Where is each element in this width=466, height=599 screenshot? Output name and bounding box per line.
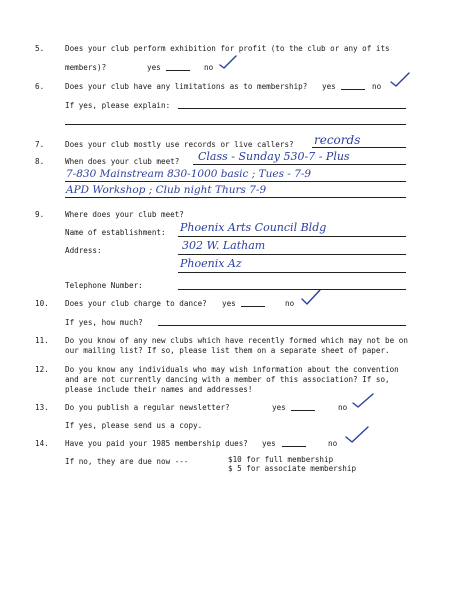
q9-telephone-blank[interactable] bbox=[178, 289, 406, 290]
q6-yes-blank[interactable] bbox=[341, 89, 365, 90]
q14-number: 14. bbox=[35, 439, 49, 448]
q12-text-line3: please include their names and addresses! bbox=[65, 385, 253, 394]
q8-answer-line2: 7-830 Mainstream 830-1000 basic ; Tues - 7-9 bbox=[66, 168, 312, 180]
q10-number: 10. bbox=[35, 299, 49, 308]
q11-text-line1: Do you know of any new clubs which have recently formed which may not be on bbox=[65, 336, 408, 345]
checkmark-icon bbox=[344, 425, 370, 444]
q13-no-label: no bbox=[338, 403, 348, 412]
q9-telephone-label: Telephone Number: bbox=[65, 281, 143, 290]
q8-answer-blank-2[interactable] bbox=[65, 181, 406, 182]
q6-text-line1: Does your club have any limitations as to membership? bbox=[65, 82, 308, 91]
checkmark-icon bbox=[300, 288, 322, 306]
q9-address-line2: Phoenix Az bbox=[180, 257, 242, 270]
q14-yes-blank[interactable] bbox=[282, 446, 306, 447]
q9-number: 9. bbox=[35, 210, 45, 219]
q8-text-line1: When does your club meet? bbox=[65, 157, 180, 166]
q7-answer-blank[interactable] bbox=[312, 147, 406, 148]
q5-yes-blank[interactable] bbox=[166, 70, 190, 71]
checkmark-icon bbox=[218, 54, 238, 70]
q9-establishment-label: Name of establishment: bbox=[65, 228, 166, 237]
q6-no-label: no bbox=[372, 82, 382, 91]
q7-answer-handwritten: records bbox=[314, 133, 361, 147]
q10-howmuch-label: If yes, how much? bbox=[65, 318, 143, 327]
q8-answer-blank-1[interactable] bbox=[193, 164, 406, 165]
q13-text-line1: Do you publish a regular newsletter? bbox=[65, 403, 230, 412]
q5-text-line1: Does your club perform exhibition for profit (to the club or any of its bbox=[65, 44, 390, 53]
q9-address-blank-2[interactable] bbox=[178, 272, 406, 273]
q14-text-line1: Have you paid your 1985 membership dues? bbox=[65, 439, 248, 448]
q10-howmuch-blank[interactable] bbox=[158, 325, 406, 326]
q14-fee-full: $10 for full membership bbox=[228, 455, 334, 464]
q12-text-line1: Do you know any individuals who may wish information about the convention bbox=[65, 365, 399, 374]
q8-answer-blank-3[interactable] bbox=[65, 197, 406, 198]
q14-fee-associate: $ 5 for associate membership bbox=[228, 464, 357, 473]
q9-address-label: Address: bbox=[65, 246, 102, 255]
q11-text-line2: our mailing list? If so, please list them on a separate sheet of paper. bbox=[65, 346, 390, 355]
q14-yes-label: yes bbox=[262, 439, 276, 448]
q9-establishment-blank[interactable] bbox=[178, 236, 406, 237]
q7-text-line1: Does your club mostly use records or live callers? bbox=[65, 140, 294, 149]
q12-text-line2: and are not currently dancing with a member of this association? If so, bbox=[65, 375, 390, 384]
q5-no-label: no bbox=[204, 63, 214, 72]
q10-yes-blank[interactable] bbox=[241, 306, 265, 307]
q5-yes-label: yes bbox=[147, 63, 161, 72]
q13-send-label: If yes, please send us a copy. bbox=[65, 421, 203, 430]
q9-establishment-value: Phoenix Arts Council Bldg bbox=[180, 221, 327, 234]
q10-no-label: no bbox=[285, 299, 295, 308]
q9-address-blank-1[interactable] bbox=[178, 254, 406, 255]
q7-number: 7. bbox=[35, 140, 45, 149]
q13-yes-blank[interactable] bbox=[291, 410, 315, 411]
q8-answer-line1: Class - Sunday 530-7 - Plus bbox=[198, 150, 350, 163]
q12-number: 12. bbox=[35, 365, 49, 374]
q13-number: 13. bbox=[35, 403, 49, 412]
q8-answer-line3: APD Workshop ; Club night Thurs 7-9 bbox=[66, 184, 267, 196]
q6-number: 6. bbox=[35, 82, 45, 91]
q14-due-label: If no, they are due now --- bbox=[65, 457, 189, 466]
checkmark-icon bbox=[351, 392, 375, 409]
q14-no-label: no bbox=[328, 439, 338, 448]
q5-number: 5. bbox=[35, 44, 45, 53]
q6-explain-blank[interactable] bbox=[178, 108, 406, 109]
q10-text-line1: Does your club charge to dance? bbox=[65, 299, 207, 308]
q11-number: 11. bbox=[35, 336, 49, 345]
q5-text-line2: members)? bbox=[65, 63, 107, 72]
q8-number: 8. bbox=[35, 157, 45, 166]
q9-text-line1: Where does your club meet? bbox=[65, 210, 184, 219]
q13-yes-label: yes bbox=[272, 403, 286, 412]
q6-explain-label: If yes, please explain: bbox=[65, 101, 171, 110]
q10-yes-label: yes bbox=[222, 299, 236, 308]
q6-explain-blank-2[interactable] bbox=[65, 124, 406, 125]
q9-address-line1: 302 W. Latham bbox=[182, 239, 266, 252]
checkmark-icon bbox=[389, 71, 411, 88]
q6-yes-label: yes bbox=[322, 82, 336, 91]
